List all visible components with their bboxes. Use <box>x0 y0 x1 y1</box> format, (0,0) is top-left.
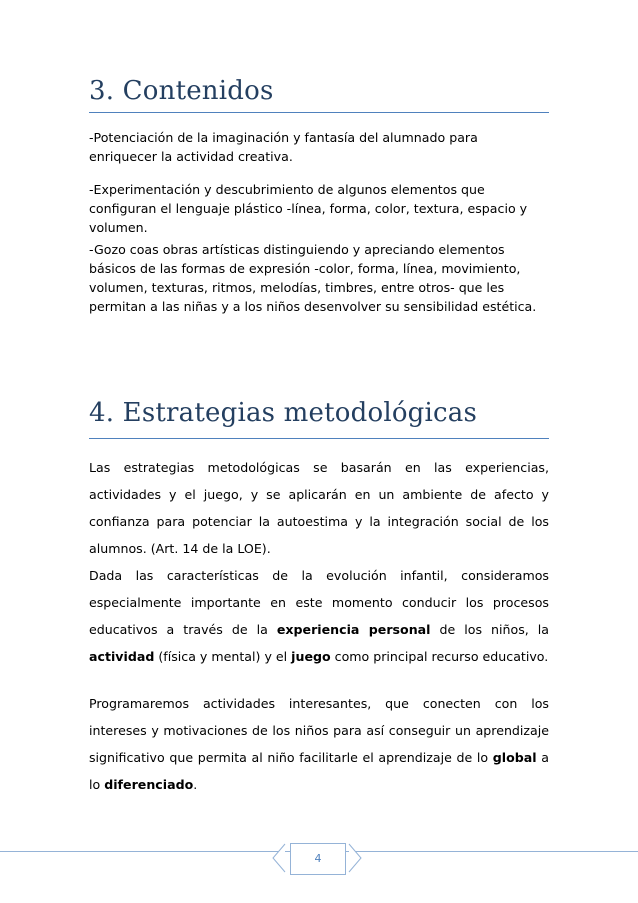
page-number: 4 <box>290 843 346 875</box>
footer-left-chevron-icon <box>272 843 286 873</box>
contenidos-item-1: -Potenciación de la imaginación y fantasía del alumnado para enriquecer la actividad creativa. <box>89 130 478 164</box>
text-run: Dada las características de la evolución infantil, consideramos especialmente importante en este momento conducir los procesos educativos a través de la <box>89 568 549 637</box>
text-run: . <box>193 777 198 792</box>
bold-experiencia-personal: experiencia personal <box>276 622 431 637</box>
bold-actividad: actividad <box>89 649 155 664</box>
estrategias-paragraph-2 <box>89 562 549 670</box>
estrategias-paragraph-1: Las estrategias metodológicas se basarán en las experiencias, actividades y el juego, y se aplicarán en un ambiente de afecto y confianza para potenciar la autoestima y la integración social de los alumnos. (Art. 14 de la LOE). <box>89 460 549 556</box>
section-4-heading: 4. Estrategias metodológicas <box>89 398 478 428</box>
contenidos-item-2: -Experimentación y descubrimiento de algunos elementos que configuran el lenguaje plástico -línea, forma, color, textura, espacio y volumen. <box>89 182 528 235</box>
text-run: a lo <box>89 750 549 792</box>
bold-juego: juego <box>291 649 331 664</box>
section-4-rule <box>89 438 549 439</box>
text-run: (física y mental) y el <box>154 649 292 664</box>
estrategias-paragraph-3 <box>89 690 549 798</box>
section-3-rule <box>89 112 549 113</box>
text-run: como principal recurso educativo. <box>330 649 549 664</box>
footer-right-chevron-icon <box>348 843 362 873</box>
bold-global: global <box>492 750 537 765</box>
text-run: Programaremos actividades interesantes, que conecten con los intereses y motivaciones de los niños para así conseguir un aprendizaje significativo que permita al niño facilitarle el aprendizaje de lo <box>89 696 549 765</box>
contenidos-item-3: -Gozo coas obras artísticas distinguiendo y apreciando elementos básicos de las formas de expresión -color, forma, línea, movimiento, volumen, texturas, ritmos, melodías, timbres, entre otros- que les permitan a las niñas y a los niños desenvolver su sensibilidad estética. <box>89 242 537 314</box>
text-run: de los niños, la <box>430 622 550 637</box>
bold-diferenciado: diferenciado <box>104 777 194 792</box>
section-3-heading: 3. Contenidos <box>89 76 274 106</box>
